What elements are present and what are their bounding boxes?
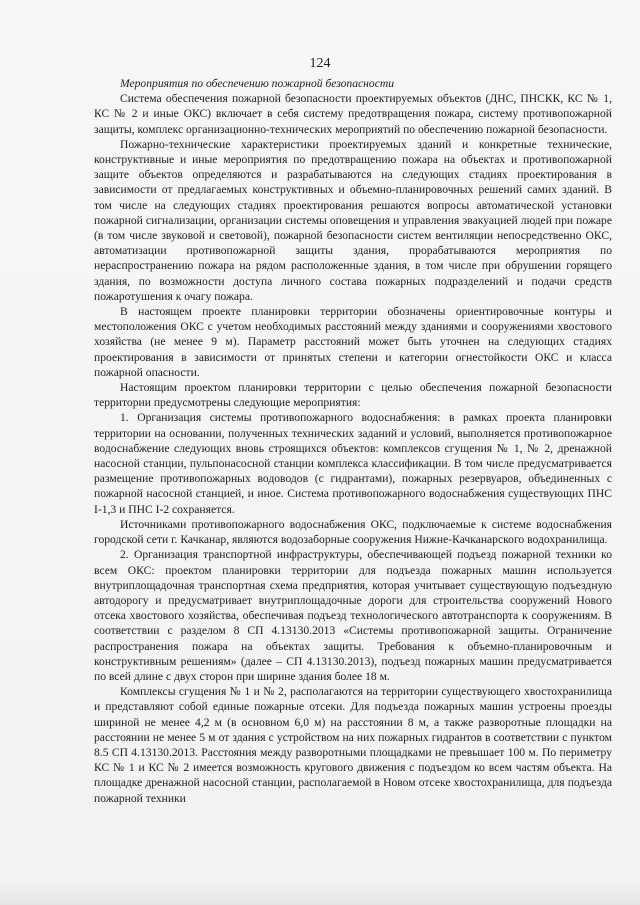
paragraph-item-1: 1. Организация системы противопожарного водоснабжения: в рамках проекта планировки территории на основании, полученных технических заданий и условий, выполняется противопожарное водоснабжение следующих вновь строящихся объектов: комплексов сгущения № 1, № 2, дренажной насосной станции, пульпонасосной станции комплекса классификации. В том числе предусматривается размещение противопожарных водоводов (с гидрантами), пожарных резервуаров, объединенных с пожарной насосной станцией, и иное. Система противопожарного водоснабжения существующих ПНС І-1,3 и ПНС І-2 сохраняется. (94, 411, 612, 516)
paragraph-thickening-complexes: Комплексы сгущения № 1 и № 2, располагаются на территории существующего хвостохранилища и представляют собой единые пожарные отсеки. Для подъезда пожарных машин устроены проезды шириной не менее 4,2 м (в основном 6,0 м) на расстоянии 8 м, а также разворотные площадки на расстоянии не менее 5 м от здания с устройством на них пожарных гидрантов в соответствии с пунктом 8.5 СП 4.13130.2013. Расстояния между разворотными площадками не превышает 100 м. По периметру КС № 1 и КС № 2 имеется возможность кругового движения с подъездом ко всем частям объекта. На площадке дренажной насосной станции, располагаемой в Новом отсеке хвостохранилища, для подъезда пожарной техники (94, 685, 612, 805)
paragraph-measures-intro: Настоящим проектом планировки территории с целью обеспечения пожарной безопасности территории предусмотрены следующие мероприятия: (94, 381, 612, 410)
paragraph-characteristics: Пожарно-технические характеристики проектируемых зданий и конкретные технические, конструктивные и иные мероприятия по предотвращению пожара на объектах и противопожарной защите объектов определяются и разрабатываются на следующих стадиях проектирования в зависимости от предлагаемых конструктивных и объемно-планировочных решений самих зданий. В том числе на следующих стадиях проектирования решаются вопросы автоматической установки пожарной сигнализации, организации системы оповещения и управления эвакуацией людей при пожаре (в том числе звуковой и световой), пожарной безопасности систем вентиляции непосредственно ОКС, автоматизации противопожарной защиты здания, прорабатываются мероприятия по нераспространению пожара на рядом расположенные здания, в том числе при обрушении горящего здания, по возможности доступа личного состава пожарных подразделений и подачи средств пожаротушения к очагу пожара. (94, 137, 612, 303)
scan-edge-shade (0, 883, 640, 905)
paragraph-item-2: 2. Организация транспортной инфраструктуры, обеспечивающей подъезд пожарной техники ко всем ОКС: проектом планировки территории для подъезда пожарных машин используется внутриплощадочная транспортная схема предприятия, которая учитывает существующую подъездную автодорогу и предусматривает внутриплощадочные дороги для строительства сооружений Нового отсека хвостового хозяйства, обеспечивая подъезд технологического автотранспорта к сооружениям. В соответствии с разделом 8 СП 4.13130.2013 «Системы противопожарной защиты. Ограничение распространения пожара на объектах защиты. Требования к объемно-планировочным и конструктивным решениям» (далее – СП 4.13130.2013), подъезд пожарных машин предусматривается по всей длине с двух сторон при ширине здания более 18 м. (94, 548, 612, 683)
paragraph-intro: Система обеспечения пожарной безопасности проектируемых объектов (ДНС, ПНСКК, КС № 1, КС № 2 и иные ОКС) включает в себя систему предотвращения пожара, систему противопожарной защиты, комплекс организационно-технических мероприятий по обеспечению пожарной безопасности. (94, 92, 612, 136)
page-number: 124 (309, 56, 331, 71)
paragraph-water-sources: Источниками противопожарного водоснабжения ОКС, подключаемые к системе водоснабжения городской сети г. Качканар, являются водозаборные сооружения Нижне-Качканарского водохранилища. (94, 517, 612, 547)
page-body (94, 76, 612, 806)
section-heading: Мероприятия по обеспечению пожарной безопасности (120, 77, 395, 90)
paragraph-contours: В настоящем проекте планировки территории обозначены ориентировочные контуры и местоположения ОКС с учетом необходимых расстояний между зданиями и сооружениями хвостового хозяйства (не менее 9 м). Параметр расстояний может быть уточнен на следующих стадиях проектирования в зависимости от принятых степени и категории огнестойкости ОКС и класса пожарной опасности. (94, 305, 612, 379)
